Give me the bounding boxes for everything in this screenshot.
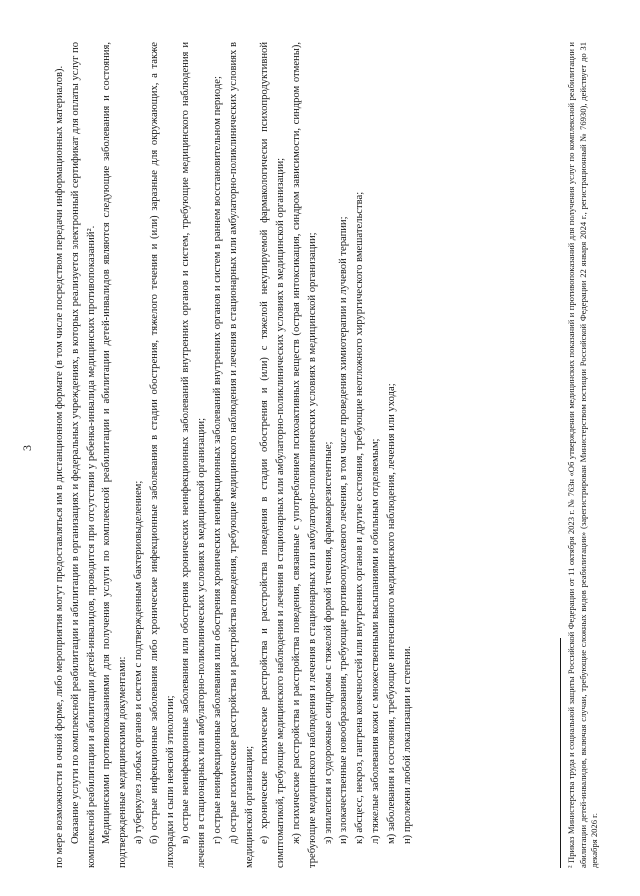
footnote: ² Приказ Министерства труда и социальной защиты Российской Федерации от 11 октября 2023 г. № 763н «Об утверждении медицинских показаний и противопоказаний для получения услуг по комплексной реабилитации и абилитации детей-инвалидов, включая случаи, требующие сложных видов реабилитации» (зарегистрирован Министерством юстиции Российской Федерации 22 января 2024 г., регистрационный № 76930), действует до 31 декабря 2026 г. (566, 42, 599, 868)
list-item-e: е) хронические психические расстройства и расстройства поведения в стадии обострения и (или) с тяжелой некупируемой фармакологически психопродуктивной симптоматикой, требующие медицинского наблюдения и лечения в стационарных или амбулаторно-поликлинических условиях в медицинской организации; (259, 42, 287, 868)
list-item-i: и) злокачественные новообразования, требующие противоопухолевого лечения, в том числе проведения химиотерапии и лучевой терапии; (338, 216, 350, 844)
list-item-g: г) острые неинфекционные заболевания или обострения хронических неинфекционных заболеваний внутренних органов и систем в раннем восстановительном периоде; (211, 76, 223, 844)
paragraph-continuation: по мере возможности в очной форме, либо мероприятия могут предоставляться им в дистанционном формате (в том числе посредством передачи информационных материалов). (54, 65, 65, 868)
paragraph-electronic-certificate: Оказание услуги по комплексной реабилитации и абилитации в организациях и федеральных учреждениях, в которых реализуется электронный сертификат для оплаты услуг по комплексной реабилитации и абилитации детей-инвалидов, проводится при отсутствии у ребенка-инвалида медицинских противопоказаний². (69, 42, 97, 868)
list-item-n: н) пролежни любой локализации и степени. (401, 645, 413, 844)
document-body (52, 42, 415, 868)
list-item-k: к) абсцесс, некроз, гангрена конечностей или внутренних органов и другие состояния, требующие неотложного хирургического вмешательства; (354, 191, 366, 844)
paragraph-contraindications-intro: Медицинскими противопоказаниями для получения услуги по комплексной реабилитации и абилитации детей-инвалидов являются следующие заболевания и состояния, подтвержденные медицинскими документами: (101, 42, 129, 868)
page-number: 3 (20, 445, 34, 451)
list-item-z: з) эпилепсия и судорожные синдромы с тяжелой формой течения, фармакорезистентные; (322, 441, 334, 844)
list-item-v: в) острые неинфекционные заболевания или обострения хронических неинфекционных заболеваний внутренних органов и систем, требующие медицинского наблюдения и лечения в стационарных или амбулаторно-поликлинических условиях в медицинской организации; (180, 42, 208, 868)
list-item-zh: ж) психические расстройства и расстройства поведения, связанные с употреблением психоактивных веществ (острая интоксикация, синдром зависимости, синдром отмены), требующие медицинского наблюдения и лечения в стационарных или амбулаторно-поликлинических условиях в медицинской организации; (290, 42, 318, 868)
list-item-l: л) тяжелые заболевания кожи с множественными высыпаниями и обильным отделяемым; (369, 438, 381, 844)
list-item-b: б) острые инфекционные заболевания либо хронические инфекционные заболевания в стадии обострения, тяжелого течения и (или) заразные для окружающих, а также лихорадки и сыпи неясной этиологии; (148, 42, 176, 868)
list-item-a: а) туберкулез любых органов и систем с подтвержденным бактериовыделением; (132, 480, 144, 844)
list-item-d: д) острые психические расстройства и расстройства поведения, требующие медицинского наблюдения и лечения в стационарных или амбулаторно-поликлинических условиях в медицинской организации; (227, 42, 255, 868)
footnote-separator (560, 638, 561, 868)
list-item-m: м) заболевания и состояния, требующие интенсивного медицинского наблюдения, лечения или ухода; (385, 383, 397, 844)
